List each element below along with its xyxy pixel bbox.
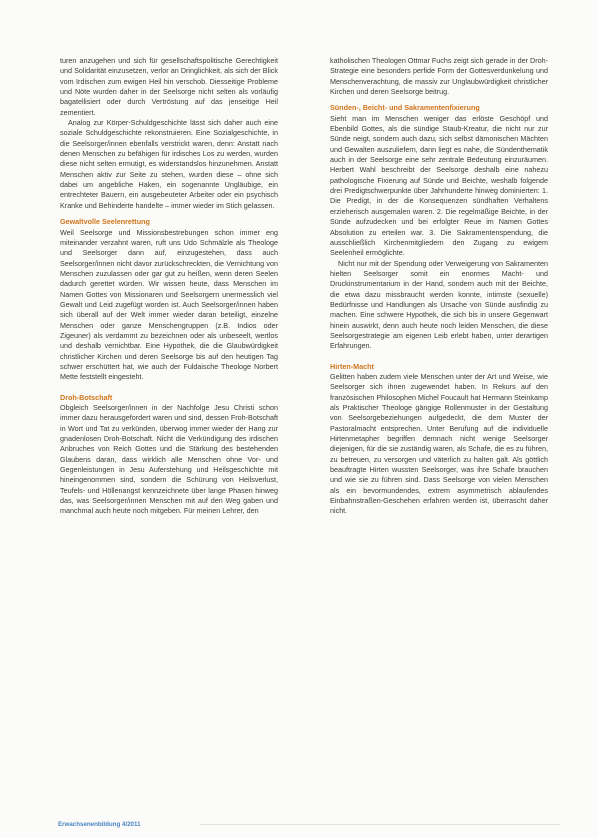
right-paragraph-3: Gelitten haben zudem viele Menschen unter der Art und Weise, wie Seelsorger sich ihnen zugewendet haben. In Rekurs auf den französischen Philosophen Michel Foucault hat Hermann Steinkamp als Praktischer Theologe gängige Rollenmuster in der Gestaltung von Seelsorgebeziehungen aufgedeckt, die dem Muster der Pastoralmacht entsprechen. Unter Berufung auf die individuelle Hirtenmetapher begriffen demnach nicht wenige Seelsorger diejenigen, für die sie zuständig waren, als Schafe, die es zu führen, zu betreuen, zu versorgen und väterlich zu halten galt. Als göttlich beauftragte Hirten wussten Seelsorger, was ihre Schafe brauchen und wie sie zu führen sind. Dass Seelsorge von vielen Menschen als ein bevormundendes, extrem asymmetrisch ablaufendes Einbahnstraßen-Geschehen erfahren werden ist, überrascht daher nicht.	[330, 371, 548, 516]
section-heading-suenden-beicht-sakramentenfixierung: Sünden-, Beicht- und Sakramentenfixierung	[330, 103, 480, 113]
left-intro-paragraph: turen anzugehen und sich für gesellschaftspolitische Gerechtigkeit und Solidarität einzusetzen, verlor an Dringlichkeit, als sich der Blick vom Irdischen zum ewigen Heil hin verschob. Diesseitige Probleme und Nöte wurden daher in der Seelsorge nicht selten als vorläufig bagatellisiert oder durch Vertröstung auf das jenseitige Heil zementiert.	[60, 56, 278, 117]
section-heading-hirten-macht: Hirten-Macht	[330, 361, 374, 371]
section-heading-gewaltvolle-seelenrettung: Gewaltvolle Seelenrettung	[60, 217, 150, 227]
section-heading-droh-botschaft: Droh-Botschaft	[60, 392, 113, 402]
page-footer: Erwachsenenbildung 4/2011	[58, 821, 141, 828]
right-paragraph-2: Nicht nur mit der Spendung oder Verweigerung von Sakramenten hielten Seelsorger somit ein enormes Macht- und Druckinstrumentarium in der Hand, sondern auch mit der Beichte, die etwa dazu missbraucht werden konnte, intimste (sexuelle) Bedürfnisse und Handlungen als Ursache von Sünde ausfindig zu machen. Eine schwere Hypothek, die sich bis in unsere Gegenwart hinein auswirkt, denn auch heute noch leiden Menschen, die diese Seelsorgestrategie am eigenen Leib erlebt haben, unter derartigen Erfahrungen.	[330, 258, 548, 351]
right-paragraph-1: Sieht man im Menschen weniger das erlöste Geschöpf und Ebenbild Gottes, als die sündige Staub-Kreatur, die nicht nur zur Sünde neigt, sondern auch dazu, sich selbst dämonischen Mächten und Gewalten auszuliefern, dann liegt es nahe, die Sündenthematik auch in der Seelsorge eine sehr zentrale Bedeutung einzuräumen. Herbert Wahl beschreibt der Seelsorge deshalb eine nahezu pathologische Fixierung auf Sünde und Beichte, weshalb folgende drei Predigtschwerpunkte über Jahrhunderte hinweg dominierten: 1. Die Predigt, in der die Konsequenzen sündhaften Verhaltens erzieherisch ausgemalen waren. 2. Die regelmäßige Beichte, in der Sünde aufzudecken und bei erfolgter Reue im Namen Gottes Absolution zu erteilen war. 3. Die Sakramentenspendung, die ausschließlich Kirchenmitgliedern den Zugang zu ewigem Seelenheil ermöglichte.	[330, 113, 548, 258]
left-paragraph-4: Obgleich Seelsorger/innen in der Nachfolge Jesu Christi schon immer dazu herausgefordert waren und sind, dessen Froh-Botschaft in Wort und Tat zu verkünden, überwog immer wieder der Hang zur gnadenlosen Droh-Botschaft. Nicht die Verkündigung des irdischen Anbruches von Reich Gottes und die Stärkung des bestehenden Glaubens daran, dass wirklich alle Menschen ohne Vor- und Gegenleistungen in Jesu Auferstehung und Heilsgeschichte mit hineingenommen sind, sondern die Schürung von Heilsverlust, Teufels- und Höllenangst kennzeichnete über lange Phasen hinweg das, was Seelsorger/innen Menschen mit auf den Weg gaben und manchmal auch heute noch mitgeben. Für meinen Lehrer, den	[60, 403, 278, 516]
left-column	[60, 56, 278, 517]
left-paragraph-3: Weil Seelsorge und Missionsbestrebungen schon immer eng miteinander verzahnt waren, ruft uns Udo Schmälzle als Theologe und Seelsorger dann auf, einzugestehen, dass auch Seelsorger/innen nicht davor zurückschreckten, die Vernichtung von Menschen zuzulassen oder gar gut zu heißen, wenn deren Seelen dadurch gerettet würden. Wir wissen heute, dass Menschen im Namen Gottes von Missionaren und Seelsorgern unermesslich viel Gewalt und Leid zugefügt worden ist. Auch Seelsorger/innen haben sich überall auf der Welt immer wieder daran beteiligt, einzelne Menschen oder ganze Menschengruppen (z.B. Indios oder Zigeuner) als verdammt zu bezeichnen oder als unbeseelt, wertlos und deshalb vernichtbar. Eine Hypothek, die die Glaubwürdigkeit christlicher Kirchen und deren Seelsorge bis auf den heutigen Tag schwer erschüttert hat, wie auch der Fuldaische Theologe Norbert Mette feststellt eingesteht.	[60, 227, 278, 382]
bottom-edge-line	[200, 824, 560, 825]
right-intro-paragraph: katholischen Theologen Ottmar Fuchs zeigt sich gerade in der Droh-Strategie eine besonders perfide Form der Gottesverdunkelung und Menschenverachtung, die massiv zur Unglaubwürdigkeit christlicher Kirchen und deren Seelsorge beitrug.	[330, 56, 548, 97]
left-paragraph-2: Analog zur Körper-Schuldgeschichte lässt sich daher auch eine soziale Schuldgeschichte rekonstruieren. Eine Sozialgeschichte, in die Seelsorger/innen ebenfalls verstrickt waren, denn: Anstatt nach denen Menschen zu befähigen für irdisches Los zu werden, wurden diese nicht selten ermutigt, es widerstandslos hinzunehmen. Anstatt Menschen aktiv zur Seite zu stehen, wurden diese – ohne sich dabei um angebliche Haken, ein sogenannte Ungläubige, ein entrechteter Bauern, ein ausgebeuteter Arbeiter oder ein psychisch Kranke und Behinderte handelte – immer wieder im Stich gelassen.	[60, 118, 278, 210]
right-column	[330, 56, 548, 517]
